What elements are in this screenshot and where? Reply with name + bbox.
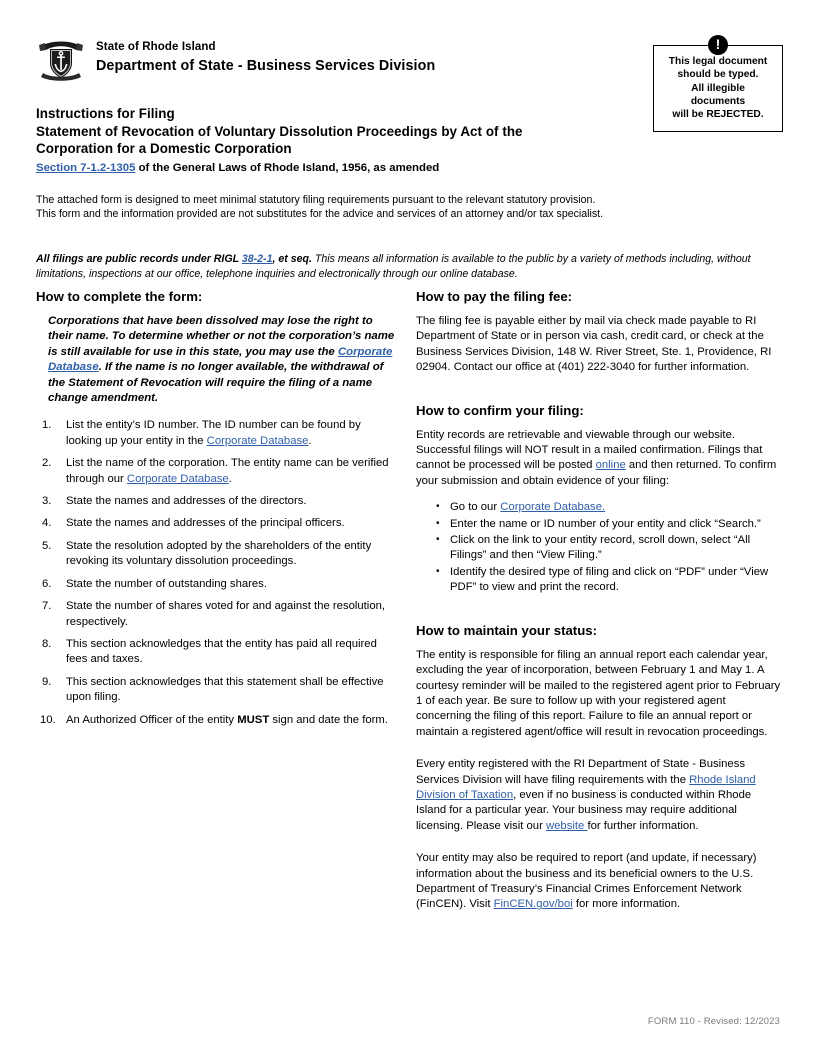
online-link[interactable]: online: [595, 459, 626, 472]
right-column: [416, 288, 782, 924]
corporate-database-link-label: Corporate Database: [48, 345, 393, 374]
step-text-a: An Authorized Officer of the entity: [66, 713, 238, 726]
bullet-text-a: Go to our: [450, 501, 501, 514]
statute-link[interactable]: Section 7-1.2-1305: [36, 161, 136, 174]
must-emphasis: MUST: [237, 713, 270, 726]
list-item: [36, 456, 396, 487]
page-title: Instructions for Filing: [36, 106, 175, 121]
corporate-database-link[interactable]: Corporate Database: [126, 472, 229, 485]
document-title-block: [36, 105, 636, 176]
how-to-complete-heading: How to complete the form:: [36, 289, 203, 304]
form-title-line-2: Corporation for a Domestic Corporation: [36, 141, 292, 157]
notice-line-1: This legal document: [668, 56, 768, 67]
list-item: [36, 539, 396, 570]
annual-report-paragraph: The entity is responsible for filing an annual report each calendar year, excluding the year of incorporation, between February 1 and May 1. A courtesy reminder will be mailed to the registered agent prior to February 1 of each year. Be sure to follow up with your registered agent concerning the filing of this report. Failure to file an annual report or maintain a registered agent/office will result in revocation proceedings.: [416, 648, 781, 738]
intro-section: [36, 193, 752, 282]
form-steps-list: [36, 418, 396, 728]
fincen-link[interactable]: FinCEN.gov/boi: [493, 898, 573, 911]
list-item: [436, 517, 782, 532]
step-text-b: .: [308, 434, 312, 447]
corporate-database-link[interactable]: Corporate Database.: [500, 501, 606, 514]
left-column: [36, 288, 396, 735]
bullet-text-a: Click on the link to your entity record, scroll down, select “All Filings” and then “View Filing.”: [450, 534, 751, 562]
public-records-notice: [36, 252, 752, 282]
rigl-bold-lead: All filings are public records under RIGL: [36, 252, 242, 265]
step-text-a: State the resolution adopted by the shareholders of the entity revoking its voluntary dissolution proceedings.: [66, 539, 372, 568]
list-item: [36, 494, 396, 509]
rhode-island-state-seal-icon: [36, 37, 86, 85]
lede-text-b: . If the name is no longer available, the withdrawal of the Statement of Revocation will require the filing of a name change amendment.: [48, 361, 384, 405]
confirm-text-b: and then returned. To confirm your submission and obtain evidence of your filing:: [416, 459, 777, 487]
how-to-pay-heading: How to pay the filing fee:: [416, 289, 573, 304]
corporate-database-link[interactable]: Corporate Database: [206, 434, 309, 447]
notice-line-4: documents: [690, 95, 746, 107]
rigl-link[interactable]: 38-2-1: [241, 252, 273, 265]
intro-paragraph-line-2: This form and the information provided are not substitutes for the advice and services of an attorney and/or tax specialist.: [36, 208, 604, 221]
list-item: [436, 565, 782, 596]
list-item: [436, 500, 782, 515]
list-item: [36, 713, 396, 728]
document-header: [36, 36, 636, 85]
step-text-b: .: [228, 472, 232, 485]
confirm-text-a: Entity records are retrievable and viewable through our website. Successful filings will NOT result in a mailed confirmation. Filings that cannot be processed will be posted: [416, 428, 763, 472]
step-text-a: State the names and addresses of the principal officers.: [66, 517, 345, 530]
notice-line-2: should be typed.: [677, 69, 759, 81]
exclamation-circle-icon: !: [708, 35, 728, 55]
step-text-a: List the entity’s ID number. The ID number can be found by looking up your entity in the: [66, 419, 361, 447]
division-of-taxation-link[interactable]: Rhode Island Division of Taxation: [416, 773, 756, 801]
rigl-bold-etseq: , et seq.: [272, 252, 312, 265]
bullet-text-a: Enter the name or ID number of your entity and click “Search.”: [450, 517, 761, 530]
state-name: State of Rhode Island: [96, 41, 216, 53]
step-text-a: State the number of outstanding shares.: [66, 577, 267, 590]
how-to-confirm-heading: How to confirm your filing:: [416, 402, 584, 418]
tax-text-a: Every entity registered with the RI Department of State - Business Services Division will have filing requirements with the: [416, 758, 746, 786]
list-item: [36, 599, 396, 630]
tax-text-c: for further information.: [587, 819, 699, 832]
form-title-line-1: Statement of Revocation of Voluntary Dissolution Proceedings by Act of the: [36, 123, 523, 139]
list-item: [36, 577, 396, 592]
statute-reference: [36, 160, 636, 176]
confirm-filing-paragraph: [416, 428, 782, 490]
list-item: [436, 533, 782, 564]
step-text-a: State the names and addresses of the directors.: [66, 495, 307, 508]
list-item: [36, 516, 396, 531]
step-text-a: List the name of the corporation. The entity name can be verified through our: [66, 457, 389, 485]
fincen-text-a: Your entity may also be required to report (and update, if necessary) information about the business and its beneficial owners to the U.S. Department of Treasury’s Financial Crimes Enforcement Network (FinCEN). Visit: [416, 852, 757, 911]
list-item: [36, 675, 396, 706]
form-revision-footer: FORM 110 - Revised: 12/2023: [647, 1016, 780, 1027]
step-text-a: This section acknowledges that this statement shall be effective upon filing.: [66, 675, 384, 704]
notice-line-5: will be REJECTED.: [672, 109, 764, 121]
legal-notice-box: [653, 36, 783, 132]
rigl-rest-text: This means all information is available to the public by a variety of methods including, without limitations, inspections at our office, telephone inquiries and electronically through our online database.: [36, 252, 751, 281]
fincen-text-b: for more information.: [572, 898, 681, 911]
department-name: Department of State - Business Services Division: [96, 58, 436, 74]
notice-line-3: All illegible: [691, 82, 745, 94]
name-availability-notice: [36, 314, 396, 406]
step-text-a: This section acknowledges that the entity has paid all required fees and taxes.: [66, 637, 377, 666]
fincen-paragraph: [416, 851, 782, 913]
list-item: [36, 637, 396, 668]
step-text-a: State the number of shares voted for and against the resolution, respectively.: [66, 600, 386, 628]
confirm-steps-list: [416, 500, 782, 595]
tax-text-b: , even if no business is conducted within Rhode Island for a particular year. Your business may require additional licensing. Please visit our: [416, 788, 752, 832]
website-link[interactable]: website: [545, 819, 588, 832]
statute-reference-text: of the General Laws of Rhode Island, 1956, as amended: [135, 161, 440, 174]
list-item: [36, 418, 396, 449]
lede-text-a: Corporations that have been dissolved may lose the right to their name. To determine whether or not the corporation’s name is still available for use in this state, you may use the: [48, 315, 395, 358]
filing-fee-paragraph: The filing fee is payable either by mail via check made payable to RI Department of State or in person via cash, credit card, or check at the Business Services Division, 148 W. River Street, Ste. 1, Providence, RI 02904. Contact our office at (401) 222-3040 for further information.: [416, 315, 772, 374]
how-to-maintain-heading: How to maintain your status:: [416, 622, 597, 638]
taxation-paragraph: [416, 757, 782, 834]
agency-name-block: [96, 36, 435, 76]
step-text-b: sign and date the form.: [269, 713, 388, 726]
intro-paragraph-line-1: The attached form is designed to meet minimal statutory filing requirements pursuant to the relevant statutory provision.: [36, 194, 596, 206]
bullet-text-a: Identify the desired type of filing and click on “PDF” under “View PDF” to view and print the record.: [450, 565, 769, 594]
